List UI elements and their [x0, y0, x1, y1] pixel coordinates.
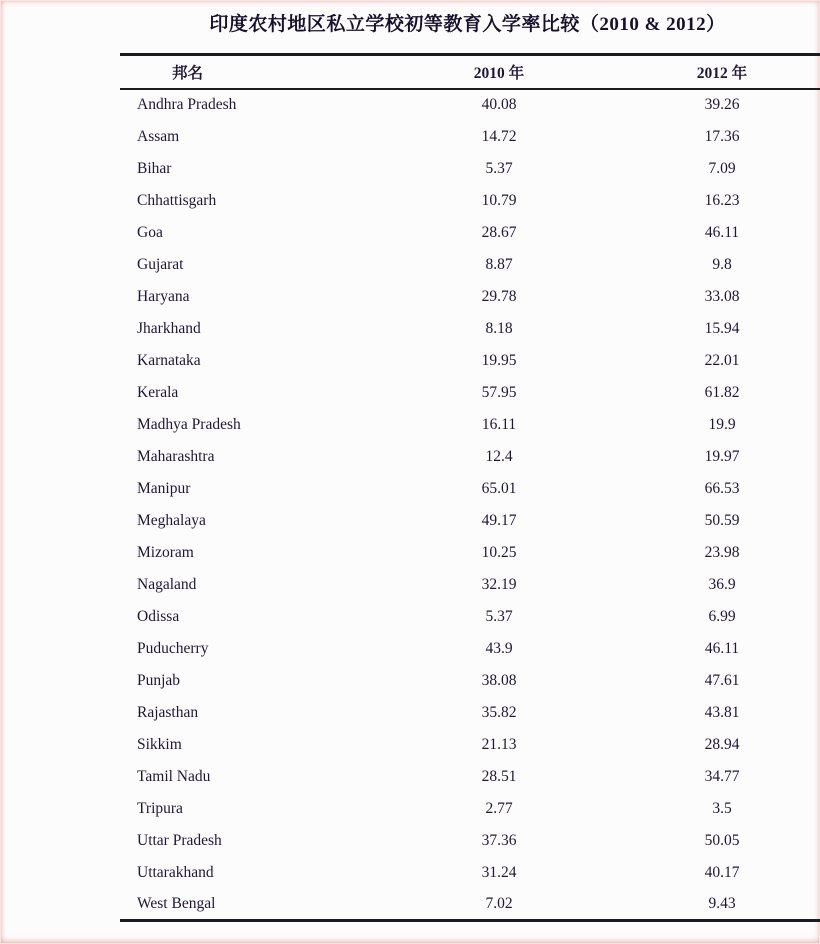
value-2012-cell: 50.05 — [704, 831, 740, 849]
value-2010-cell: 10.25 — [481, 543, 517, 561]
value-2010-cell: 31.24 — [481, 863, 517, 881]
value-2012-cell: 33.08 — [704, 287, 740, 305]
value-2010-cell: 29.78 — [481, 287, 517, 305]
table-row — [120, 121, 820, 153]
state-name-cell: Nagaland — [137, 575, 197, 593]
table-row — [120, 601, 820, 633]
value-2012-cell: 15.94 — [704, 319, 740, 337]
value-2010-cell: 5.37 — [485, 159, 513, 177]
value-2010-cell: 57.95 — [481, 383, 517, 401]
value-2010-cell: 37.36 — [481, 831, 517, 849]
table-row — [120, 409, 820, 441]
table-row — [120, 281, 820, 313]
state-name-cell: Gujarat — [137, 255, 184, 273]
state-name-cell: Manipur — [137, 479, 191, 497]
value-2010-cell: 21.13 — [481, 735, 517, 753]
value-2012-cell: 16.23 — [704, 191, 740, 209]
value-2010-cell: 8.18 — [485, 319, 513, 337]
table-row — [120, 185, 820, 217]
value-2010-cell: 32.19 — [481, 575, 517, 593]
enrollment-table — [120, 53, 820, 922]
table-row — [120, 377, 820, 409]
table-row — [120, 825, 820, 857]
value-2010-cell: 35.82 — [481, 703, 517, 721]
value-2012-cell: 17.36 — [704, 127, 740, 145]
value-2012-cell: 9.8 — [712, 255, 732, 273]
value-2012-cell: 19.9 — [708, 415, 736, 433]
col-header-state: 邦名 — [172, 64, 204, 82]
value-2010-cell: 10.79 — [481, 191, 517, 209]
table-container — [120, 53, 776, 922]
state-name-cell: Assam — [137, 127, 180, 145]
table-body — [120, 89, 820, 921]
value-2010-cell: 65.01 — [481, 479, 517, 497]
value-2012-cell: 43.81 — [704, 703, 740, 721]
state-name-cell: Odissa — [137, 607, 180, 625]
state-name-cell: Goa — [137, 223, 163, 241]
value-2012-cell: 23.98 — [704, 543, 740, 561]
value-2012-cell: 19.97 — [704, 447, 740, 465]
value-2010-cell: 19.95 — [481, 351, 517, 369]
value-2012-cell: 3.5 — [712, 799, 732, 817]
table-row — [120, 345, 820, 377]
col-header-2012: 2012 年 — [696, 64, 748, 82]
col-header-2010: 2010 年 — [473, 64, 525, 82]
table-row — [120, 217, 820, 249]
value-2012-cell: 28.94 — [704, 735, 740, 753]
table-row — [120, 729, 820, 761]
state-name-cell: Tamil Nadu — [137, 767, 211, 785]
table-row — [120, 473, 820, 505]
value-2010-cell: 14.72 — [481, 127, 517, 145]
value-2010-cell: 28.51 — [481, 767, 517, 785]
header-row — [120, 55, 820, 89]
table-title: 印度农村地区私立学校初等教育入学率比较（2010 & 2012） — [209, 14, 726, 35]
value-2010-cell: 43.9 — [485, 639, 513, 657]
value-2012-cell: 40.17 — [704, 863, 740, 881]
table-row — [120, 441, 820, 473]
table-row — [120, 793, 820, 825]
value-2012-cell: 7.09 — [708, 159, 736, 177]
state-name-cell: Madhya Pradesh — [137, 415, 241, 433]
table-row — [120, 153, 820, 185]
state-name-cell: Uttar Pradesh — [137, 831, 222, 849]
table-row — [120, 89, 820, 121]
value-2012-cell: 46.11 — [704, 639, 740, 657]
value-2012-cell: 50.59 — [704, 511, 740, 529]
table-header — [120, 55, 820, 89]
value-2012-cell: 6.99 — [708, 607, 736, 625]
state-name-cell: Andhra Pradesh — [137, 96, 237, 113]
state-name-cell: West Bengal — [137, 894, 216, 912]
value-2010-cell: 5.37 — [485, 607, 513, 625]
state-name-cell: Chhattisgarh — [137, 191, 217, 209]
state-name-cell: Maharashtra — [137, 447, 215, 465]
table-row — [120, 537, 820, 569]
state-name-cell: Tripura — [137, 799, 183, 817]
table-row — [120, 857, 820, 889]
table-row — [120, 665, 820, 697]
table-row — [120, 569, 820, 601]
table-row — [120, 697, 820, 729]
state-name-cell: Uttarakhand — [137, 863, 214, 881]
state-name-cell: Sikkim — [137, 735, 182, 753]
value-2012-cell: 9.43 — [708, 894, 736, 912]
value-2010-cell: 12.4 — [485, 447, 513, 465]
state-name-cell: Jharkhand — [137, 319, 201, 337]
value-2010-cell: 28.67 — [481, 223, 517, 241]
value-2010-cell: 2.77 — [485, 799, 513, 817]
value-2012-cell: 39.26 — [704, 96, 740, 113]
state-name-cell: Punjab — [137, 671, 181, 689]
value-2010-cell: 8.87 — [485, 255, 513, 273]
value-2012-cell: 34.77 — [704, 767, 740, 785]
value-2012-cell: 22.01 — [704, 351, 740, 369]
value-2010-cell: 7.02 — [485, 894, 513, 912]
value-2010-cell: 40.08 — [481, 96, 517, 113]
state-name-cell: Bihar — [137, 159, 172, 177]
value-2010-cell: 49.17 — [481, 511, 517, 529]
table-row — [120, 505, 820, 537]
state-name-cell: Kerala — [137, 383, 179, 401]
state-name-cell: Haryana — [137, 287, 190, 305]
table-row — [120, 889, 820, 921]
value-2012-cell: 66.53 — [704, 479, 740, 497]
value-2010-cell: 16.11 — [481, 415, 517, 433]
value-2012-cell: 61.82 — [704, 383, 740, 401]
state-name-cell: Meghalaya — [137, 511, 206, 529]
table-row — [120, 633, 820, 665]
value-2010-cell: 38.08 — [481, 671, 517, 689]
state-name-cell: Rajasthan — [137, 703, 199, 721]
table-row — [120, 249, 820, 281]
state-name-cell: Mizoram — [137, 543, 194, 561]
value-2012-cell: 47.61 — [704, 671, 740, 689]
state-name-cell: Puducherry — [137, 639, 209, 657]
state-name-cell: Karnataka — [137, 351, 201, 369]
value-2012-cell: 46.11 — [704, 223, 740, 241]
value-2012-cell: 36.9 — [708, 575, 736, 593]
table-row — [120, 761, 820, 793]
table-row — [120, 313, 820, 345]
